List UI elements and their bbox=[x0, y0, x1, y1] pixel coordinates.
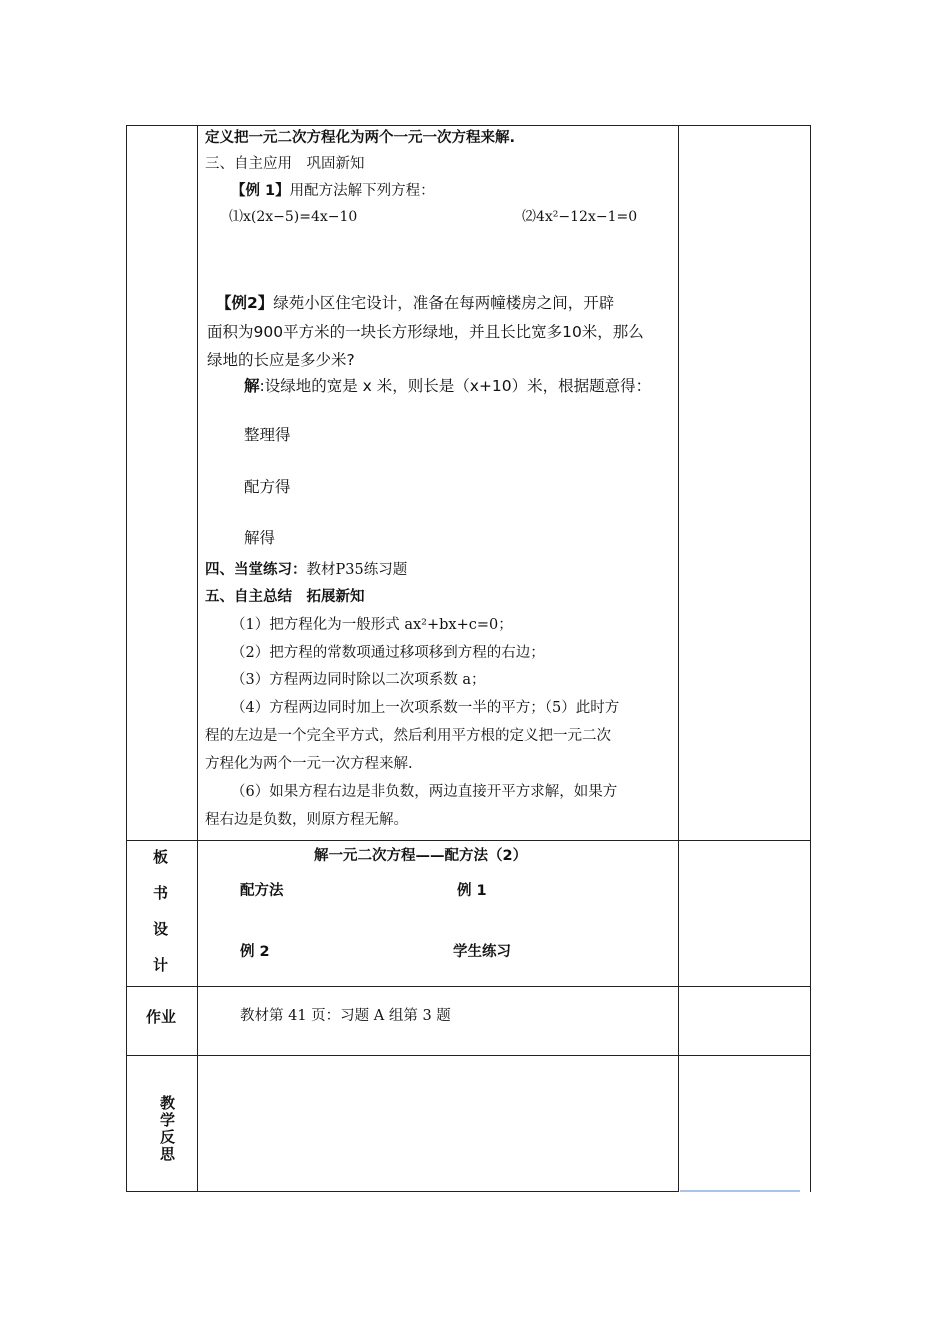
reflection-label-char-4: 思 bbox=[160, 1145, 176, 1163]
row-divider-board bbox=[126, 840, 811, 841]
row-divider-homework bbox=[126, 986, 811, 987]
board-label-char-3: 设 bbox=[153, 920, 169, 938]
equation-2: ⑵4x²−12x−1=0 bbox=[522, 209, 638, 225]
board-label-char-4: 计 bbox=[153, 956, 169, 974]
table-border-left bbox=[126, 125, 127, 1192]
board-item-method: 配方法 bbox=[240, 883, 284, 899]
col-divider-notes bbox=[678, 125, 679, 1192]
summary-6: 方程化为两个一元一次方程来解. bbox=[205, 756, 413, 772]
col-divider-label bbox=[197, 125, 198, 1192]
summary-1: （1）把方程化为一般形式 ax²+bx+c=0； bbox=[231, 617, 513, 633]
homework-text: 教材第 41 页：习题 A 组第 3 题 bbox=[240, 1008, 451, 1024]
section4-text: 教材P35练习题 bbox=[306, 562, 408, 578]
row-divider-reflection bbox=[126, 1055, 811, 1056]
step-complete-square: 配方得 bbox=[244, 478, 291, 496]
step-solve: 解得 bbox=[244, 529, 276, 547]
example2-line-2: 面积为900平方米的一块长方形绿地，并且长比宽多10米，那么 bbox=[207, 323, 644, 341]
board-item-practice: 学生练习 bbox=[453, 944, 511, 960]
summary-5: 程的左边是一个完全平方式，然后利用平方根的定义把一元二次 bbox=[205, 728, 611, 744]
example2-line-3: 绿地的长应是多少米? bbox=[207, 351, 355, 369]
definition-line: 定义把一元二次方程化为两个一元一次方程来解. bbox=[205, 130, 516, 146]
board-label-char-1: 板 bbox=[153, 848, 169, 866]
summary-4: （4）方程两边同时加上一次项系数一半的平方；（5）此时方 bbox=[231, 700, 620, 716]
example1 bbox=[231, 181, 435, 201]
example1-label: 【例 1】 bbox=[231, 183, 290, 199]
solution-text: :设绿地的宽是 x 米，则长是（x+10）米，根据题意得： bbox=[259, 377, 652, 395]
solution-label: 解 bbox=[244, 377, 260, 395]
equation-1: ⑴x(2x−5)=4x−10 bbox=[229, 209, 358, 225]
reflection-label-char-3: 反 bbox=[160, 1128, 176, 1146]
summary-7: （6）如果方程右边是非负数，两边直接开平方求解，如果方 bbox=[231, 784, 618, 800]
homework-label: 作业 bbox=[146, 1008, 177, 1026]
example2-line-1 bbox=[216, 293, 614, 313]
board-label-char-2: 书 bbox=[153, 884, 169, 902]
table-border-bottom bbox=[126, 1191, 679, 1192]
example2-text-1: 绿苑小区住宅设计，准备在每两幢楼房之间，开辟 bbox=[273, 294, 615, 312]
reflection-label-char-2: 学 bbox=[160, 1111, 176, 1129]
section4-title: 四、当堂练习： bbox=[205, 562, 307, 578]
solution-line bbox=[244, 376, 651, 396]
step-arrange: 整理得 bbox=[244, 426, 291, 444]
board-item-example2: 例 2 bbox=[240, 944, 270, 960]
board-item-example1: 例 1 bbox=[457, 883, 487, 899]
bottom-accent-line bbox=[680, 1190, 800, 1192]
reflection-label-char-1: 教 bbox=[160, 1094, 176, 1112]
section3-title: 三、自主应用 巩固新知 bbox=[205, 156, 365, 172]
table-border-top bbox=[126, 125, 811, 126]
summary-8: 程右边是负数，则原方程无解。 bbox=[205, 812, 408, 828]
section4-line bbox=[205, 560, 407, 580]
summary-2: （2）把方程的常数项通过移项移到方程的右边； bbox=[231, 645, 545, 661]
section5-title: 五、自主总结 拓展新知 bbox=[205, 589, 365, 605]
example1-text: 用配方法解下列方程： bbox=[289, 183, 435, 199]
example2-label: 【例2】 bbox=[216, 294, 274, 312]
table-border-right bbox=[810, 125, 811, 1192]
board-title: 解一元二次方程——配方法（2） bbox=[314, 848, 528, 864]
summary-3: （3）方程两边同时除以二次项系数 a； bbox=[231, 672, 486, 688]
